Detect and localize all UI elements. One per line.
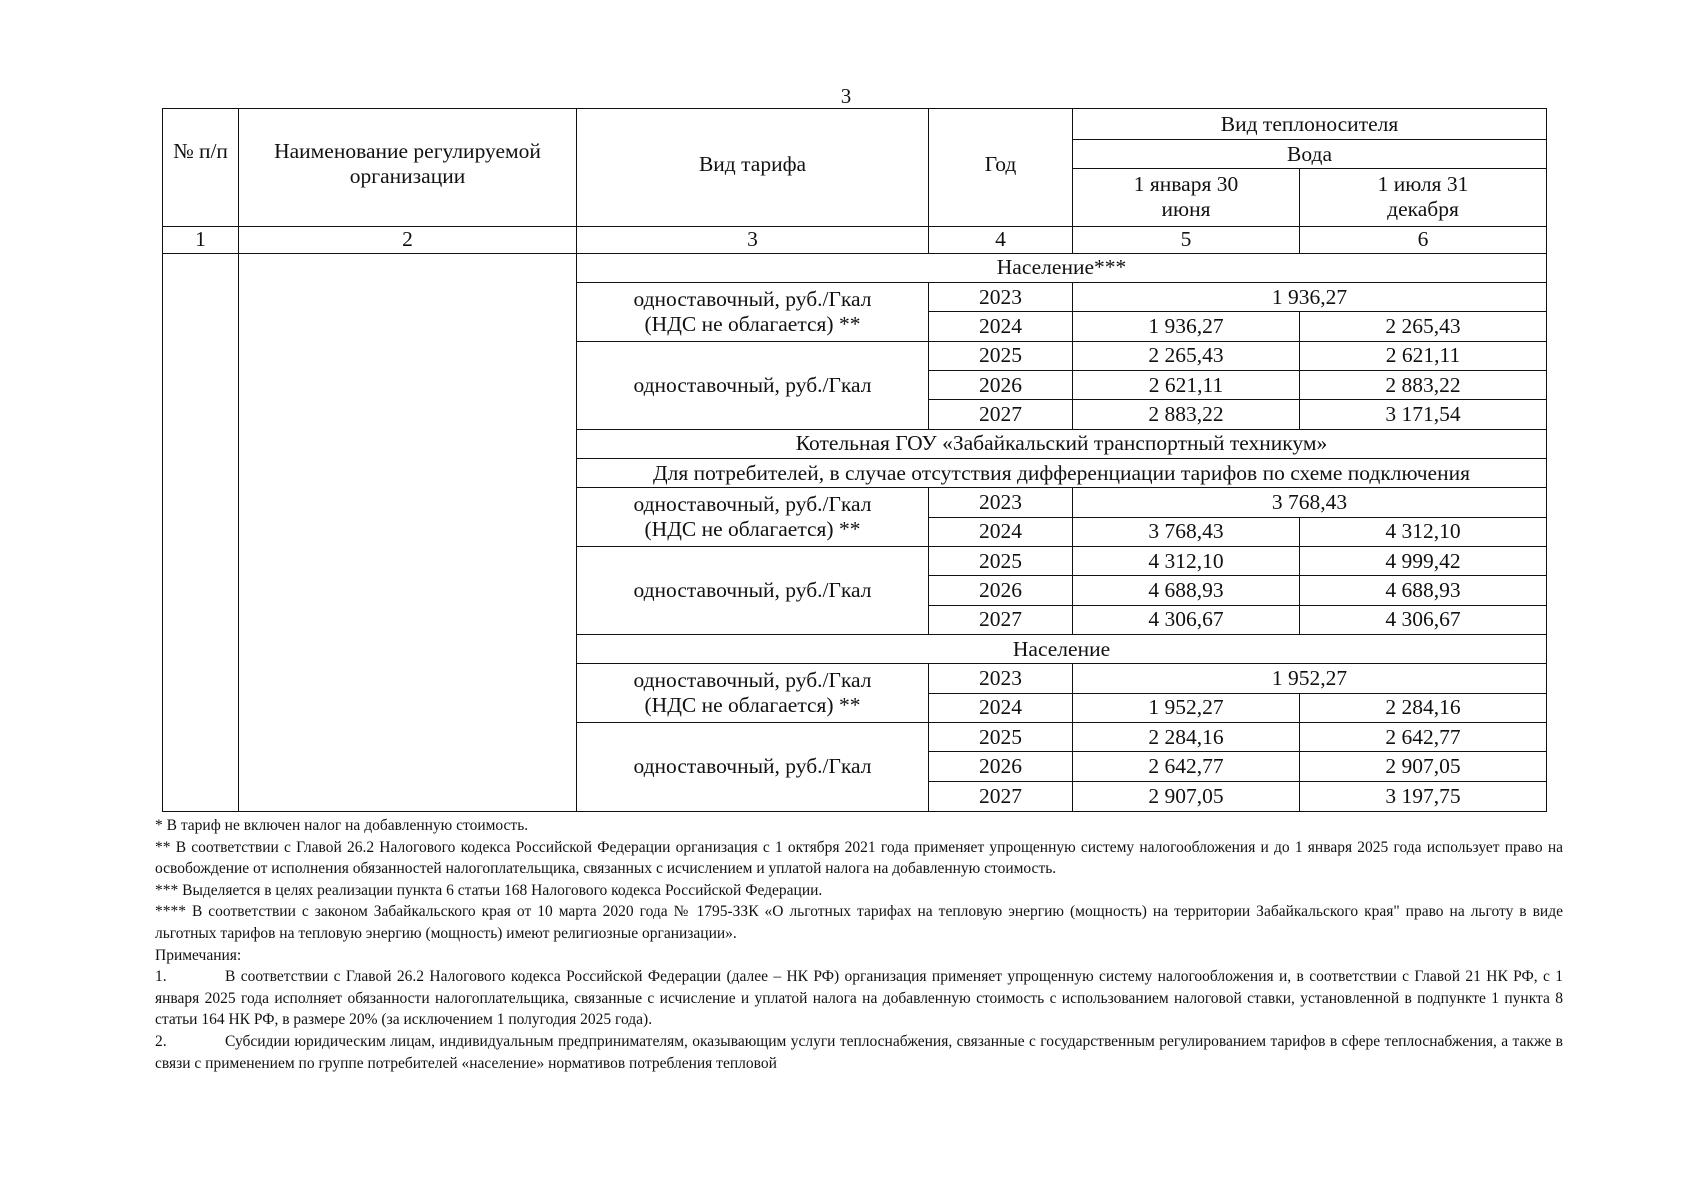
- tariff-label: одноставочный, руб./Гкал: [577, 341, 929, 429]
- value-cell: 4 306,67: [1073, 605, 1300, 634]
- note-1: [155, 966, 1563, 1031]
- value-cell: 3 768,43: [1073, 488, 1547, 517]
- year-cell: 2024: [929, 517, 1073, 546]
- value-cell: 4 312,10: [1073, 546, 1300, 575]
- note-2-number: 2.: [155, 1032, 167, 1050]
- value-cell: 3 197,75: [1300, 781, 1547, 811]
- value-cell: 4 999,42: [1300, 546, 1547, 575]
- value-cell: 3 171,54: [1300, 400, 1547, 429]
- value-cell: 1 936,27: [1073, 312, 1300, 341]
- value-cell: 3 768,43: [1073, 517, 1300, 546]
- footnote-2: ** В соответствии с Главой 26.2 Налогового кодекса Российской Федерации организация с 1 октября 2021 года применяет упрощенную систему налогообложения и до 1 января 2025 года использует право на освобождение от исполнения обязанностей налогоплательщика, связанных с исчислением и уплатой налога на добавленную стоимость.: [155, 838, 1563, 878]
- year-cell: 2026: [929, 752, 1073, 781]
- section-subtitle: Для потребителей, в случае отсутствия дифференциации тарифов по схеме подключения: [577, 458, 1547, 487]
- value-cell: 4 312,10: [1300, 517, 1547, 546]
- value-cell: 2 907,05: [1073, 781, 1300, 811]
- notes-title: Примечания:: [155, 946, 242, 964]
- organization-cell: [239, 253, 577, 811]
- header-num: № п/п: [163, 109, 239, 227]
- year-cell: 2026: [929, 370, 1073, 399]
- year-cell: 2025: [929, 722, 1073, 751]
- value-cell: 1 952,27: [1073, 664, 1547, 693]
- year-cell: 2023: [929, 664, 1073, 693]
- value-cell: 2 883,22: [1073, 400, 1300, 429]
- value-cell: 1 952,27: [1073, 693, 1300, 722]
- value-cell: 2 642,77: [1300, 722, 1547, 751]
- value-cell: 4 688,93: [1073, 576, 1300, 605]
- year-cell: 2024: [929, 693, 1073, 722]
- value-cell: 2 284,16: [1300, 693, 1547, 722]
- footnote-4: **** В соответствии с законом Забайкальского края от 10 марта 2020 года № 1795-ЗЗК «О льготных тарифах на тепловую энергию (мощность) на территории Забайкальского края" право на льготу в виде льготных тарифов на тепловую энергию (мощность) имеют религиозные организации».: [155, 903, 1563, 942]
- value-cell: 2 642,77: [1073, 752, 1300, 781]
- num-cell: [163, 253, 239, 811]
- value-cell: 2 621,11: [1300, 341, 1547, 370]
- note-2: [155, 1031, 1563, 1074]
- header-tariff-type: Вид тарифа: [577, 109, 929, 227]
- year-cell: 2024: [929, 312, 1073, 341]
- note-2-text: Субсидии юридическим лицам, индивидуальным предпринимателям, оказывающим услуги теплоснабжения, связанные с государственным регулированием тарифов в сфере теплоснабжения, а также в связи с применением по группе потребителей «население» нормативов потребления тепловой: [155, 1032, 1563, 1072]
- year-cell: 2026: [929, 576, 1073, 605]
- col-number-1: 1: [163, 227, 239, 253]
- section-title: Население: [577, 634, 1547, 663]
- value-cell: 2 284,16: [1073, 722, 1300, 751]
- year-cell: 2023: [929, 488, 1073, 517]
- value-cell: 2 907,05: [1300, 752, 1547, 781]
- header-organization: Наименование регулируемой организации: [239, 109, 577, 227]
- footnote-3: *** Выделяется в целях реализации пункта 6 статьи 168 Налогового кодекса Российской Федерации.: [155, 881, 823, 899]
- tariff-label: одноставочный, руб./Гкал: [577, 546, 929, 634]
- note-1-text: В соответствии с Главой 26.2 Налогового кодекса Российской Федерации (далее – НК РФ) организация применяет упрощенную систему налогообложения и, в соответствии с Главой 21 НК РФ, с 1 января 2025 года исполняет обязанности налогоплательщика, связанные с исчисление и уплатой налога на добавленную стоимость с использованием налоговой ставки, установленной в подпункте 1 пункта 8 статьи 164 НК РФ, в размере 20% (за исключением 1 полугодия 2025 года).: [155, 968, 1563, 1029]
- value-cell: 4 688,93: [1300, 576, 1547, 605]
- tariff-label: одноставочный, руб./Гкал (НДС не облагается) **: [577, 664, 929, 723]
- year-cell: 2027: [929, 605, 1073, 634]
- value-cell: 2 265,43: [1300, 312, 1547, 341]
- col-number-2: 2: [239, 227, 577, 253]
- header-period-1: 1 января 30 июня: [1073, 168, 1300, 227]
- tariff-label: одноставочный, руб./Гкал (НДС не облагается) **: [577, 488, 929, 547]
- col-number-6: 6: [1300, 227, 1547, 253]
- value-cell: 2 883,22: [1300, 370, 1547, 399]
- year-cell: 2025: [929, 546, 1073, 575]
- header-heat-carrier: Вид теплоносителя: [1073, 109, 1547, 140]
- tariff-label: одноставочный, руб./Гкал (НДС не облагается) **: [577, 282, 929, 341]
- col-number-3: 3: [577, 227, 929, 253]
- value-cell: 4 306,67: [1300, 605, 1547, 634]
- value-cell: 2 265,43: [1073, 341, 1300, 370]
- col-number-5: 5: [1073, 227, 1300, 253]
- col-number-4: 4: [929, 227, 1073, 253]
- header-period-2: 1 июля 31 декабря: [1300, 168, 1547, 227]
- value-cell: 1 936,27: [1073, 282, 1547, 311]
- section-title: Котельная ГОУ «Забайкальский транспортный техникум»: [577, 429, 1547, 458]
- header-water: Вода: [1073, 140, 1547, 168]
- year-cell: 2023: [929, 282, 1073, 311]
- page-number: 3: [840, 84, 852, 108]
- year-cell: 2027: [929, 400, 1073, 429]
- year-cell: 2025: [929, 341, 1073, 370]
- value-cell: 2 621,11: [1073, 370, 1300, 399]
- tariff-table: [162, 108, 1547, 812]
- footnotes: [155, 815, 1563, 1074]
- year-cell: 2027: [929, 781, 1073, 811]
- footnote-1: * В тариф не включен налог на добавленную стоимость.: [155, 817, 529, 834]
- tariff-label: одноставочный, руб./Гкал: [577, 722, 929, 811]
- header-year: Год: [929, 109, 1073, 227]
- note-1-number: 1.: [155, 968, 167, 986]
- section-title: Население***: [577, 253, 1547, 282]
